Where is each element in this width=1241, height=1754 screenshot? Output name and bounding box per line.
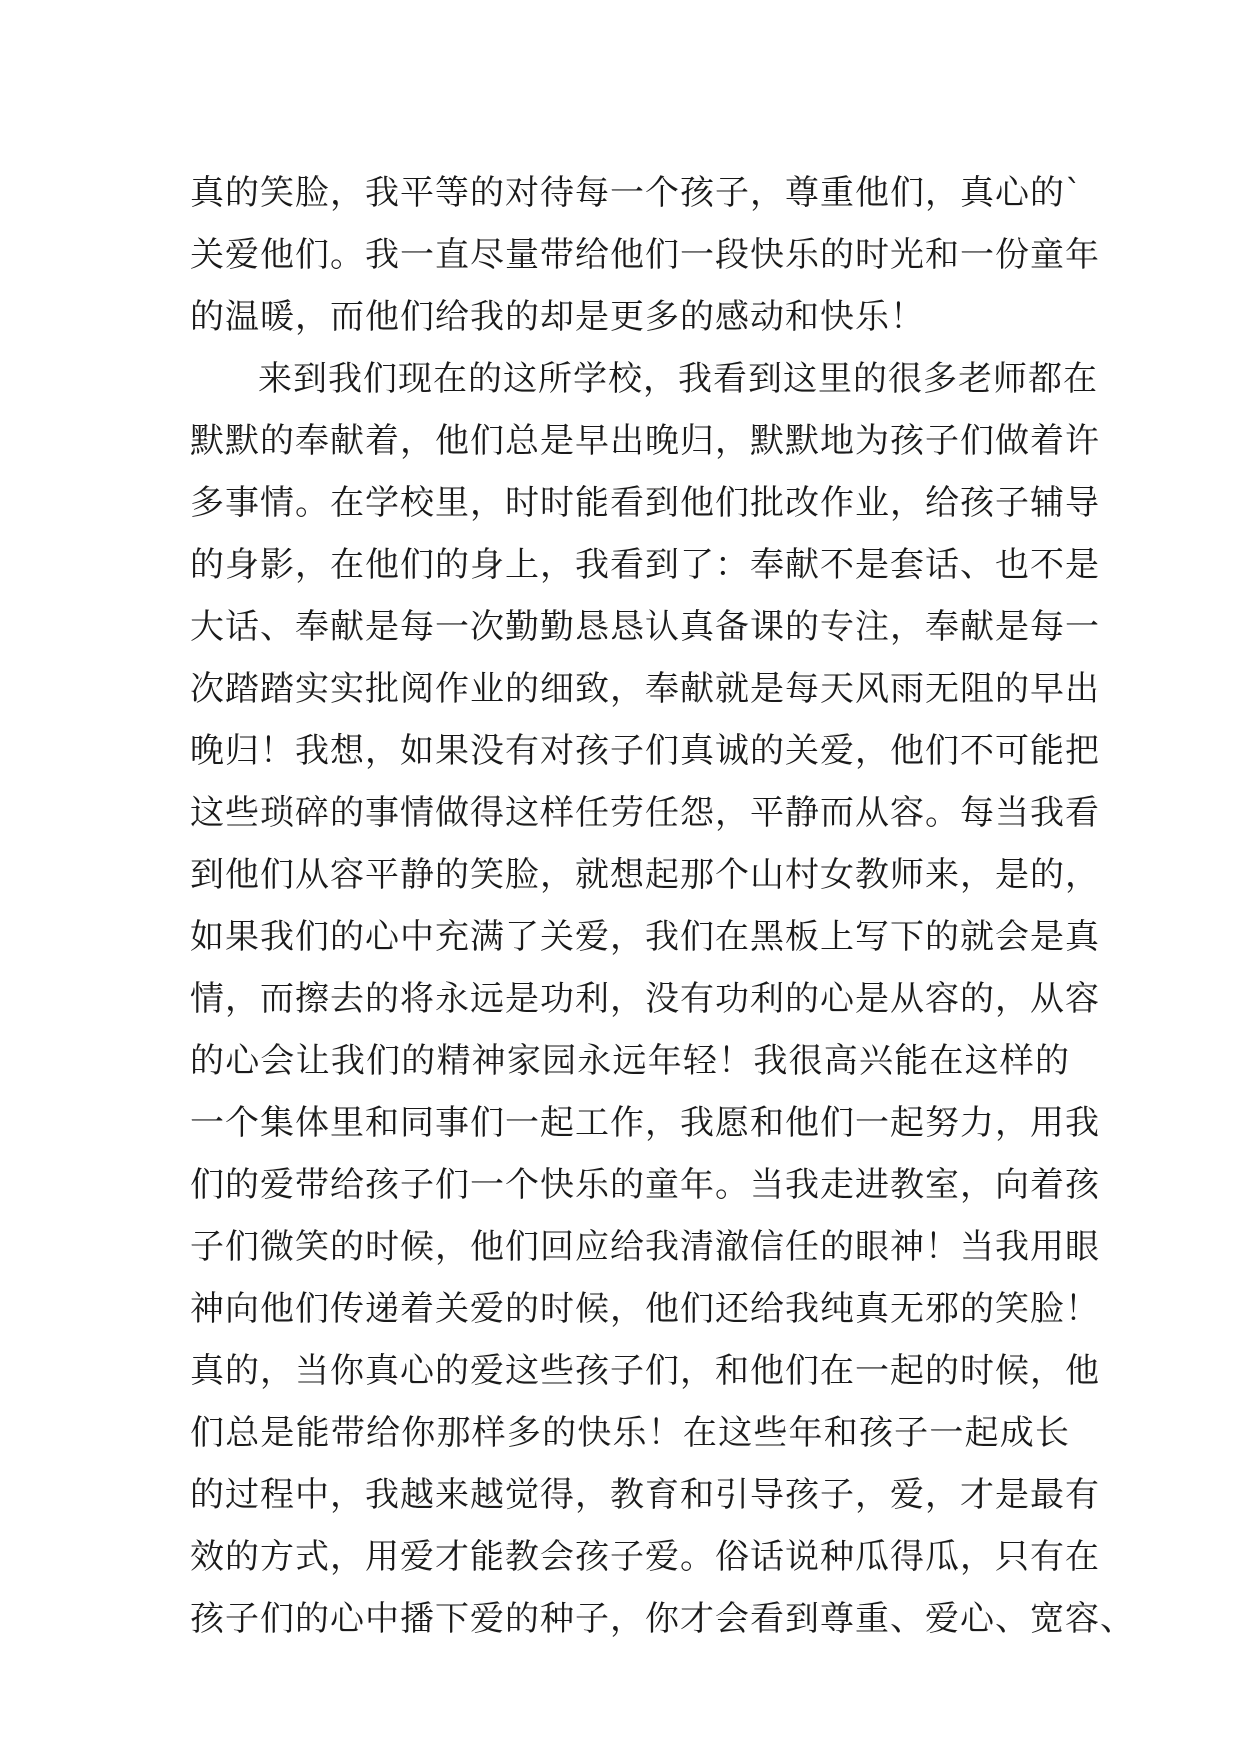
text-line: 到他们从容平静的笑脸，就想起那个山村女教师来，是的，: [190, 855, 1100, 895]
text-line: 们总是能带给你那样多的快乐！在这些年和孩子一起成长: [190, 1413, 1070, 1453]
text-line: 的身影，在他们的身上，我看到了：奉献不是套话、也不是: [190, 545, 1100, 585]
text-line: 大话、奉献是每一次勤勤恳恳认真备课的专注，奉献是每一: [190, 607, 1100, 647]
text-line: 神向他们传递着关爱的时候，他们还给我纯真无邪的笑脸！: [190, 1289, 1100, 1329]
text-line: 一个集体里和同事们一起工作，我愿和他们一起努力，用我: [190, 1103, 1100, 1143]
text-line: 关爱他们。我一直尽量带给他们一段快乐的时光和一份童年: [190, 235, 1100, 275]
text-line: 们的爱带给孩子们一个快乐的童年。当我走进教室，向着孩: [190, 1165, 1100, 1205]
text-line: 的温暖，而他们给我的却是更多的感动和快乐！: [190, 297, 925, 337]
text-line: 情，而擦去的将永远是功利，没有功利的心是从容的，从容: [190, 979, 1100, 1019]
text-line: 的过程中，我越来越觉得，教育和引导孩子，爱，才是最有: [190, 1475, 1100, 1515]
text-line: 次踏踏实实批阅作业的细致，奉献就是每天风雨无阻的早出: [190, 669, 1100, 709]
text-line: 真的，当你真心的爱这些孩子们，和他们在一起的时候，他: [190, 1351, 1100, 1391]
text-line: 如果我们的心中充满了关爱，我们在黑板上写下的就会是真: [190, 917, 1100, 957]
text-line: 默默的奉献着，他们总是早出晚归，默默地为孩子们做着许: [190, 421, 1100, 461]
body-text: [190, 162, 1135, 1650]
text-line: 这些琐碎的事情做得这样任劳任怨，平静而从容。每当我看: [190, 793, 1100, 833]
text-line: 晚归！我想，如果没有对孩子们真诚的关爱，他们不可能把: [190, 731, 1100, 771]
text-line: 孩子们的心中播下爱的种子，你才会看到尊重、爱心、宽容、: [190, 1599, 1135, 1639]
text-line: 真的笑脸，我平等的对待每一个孩子，尊重他们，真心的`: [190, 173, 1083, 213]
text-line: 的心会让我们的精神家园永远年轻！我很高兴能在这样的: [190, 1041, 1070, 1081]
text-line: 子们微笑的时候，他们回应给我清澈信任的眼神！当我用眼: [190, 1227, 1100, 1267]
text-line: 效的方式，用爱才能教会孩子爱。俗话说种瓜得瓜，只有在: [190, 1537, 1100, 1577]
text-line-paragraph-start: 来到我们现在的这所学校，我看到这里的很多老师都在: [258, 359, 1098, 399]
text-line: 多事情。在学校里，时时能看到他们批改作业，给孩子辅导: [190, 483, 1100, 523]
